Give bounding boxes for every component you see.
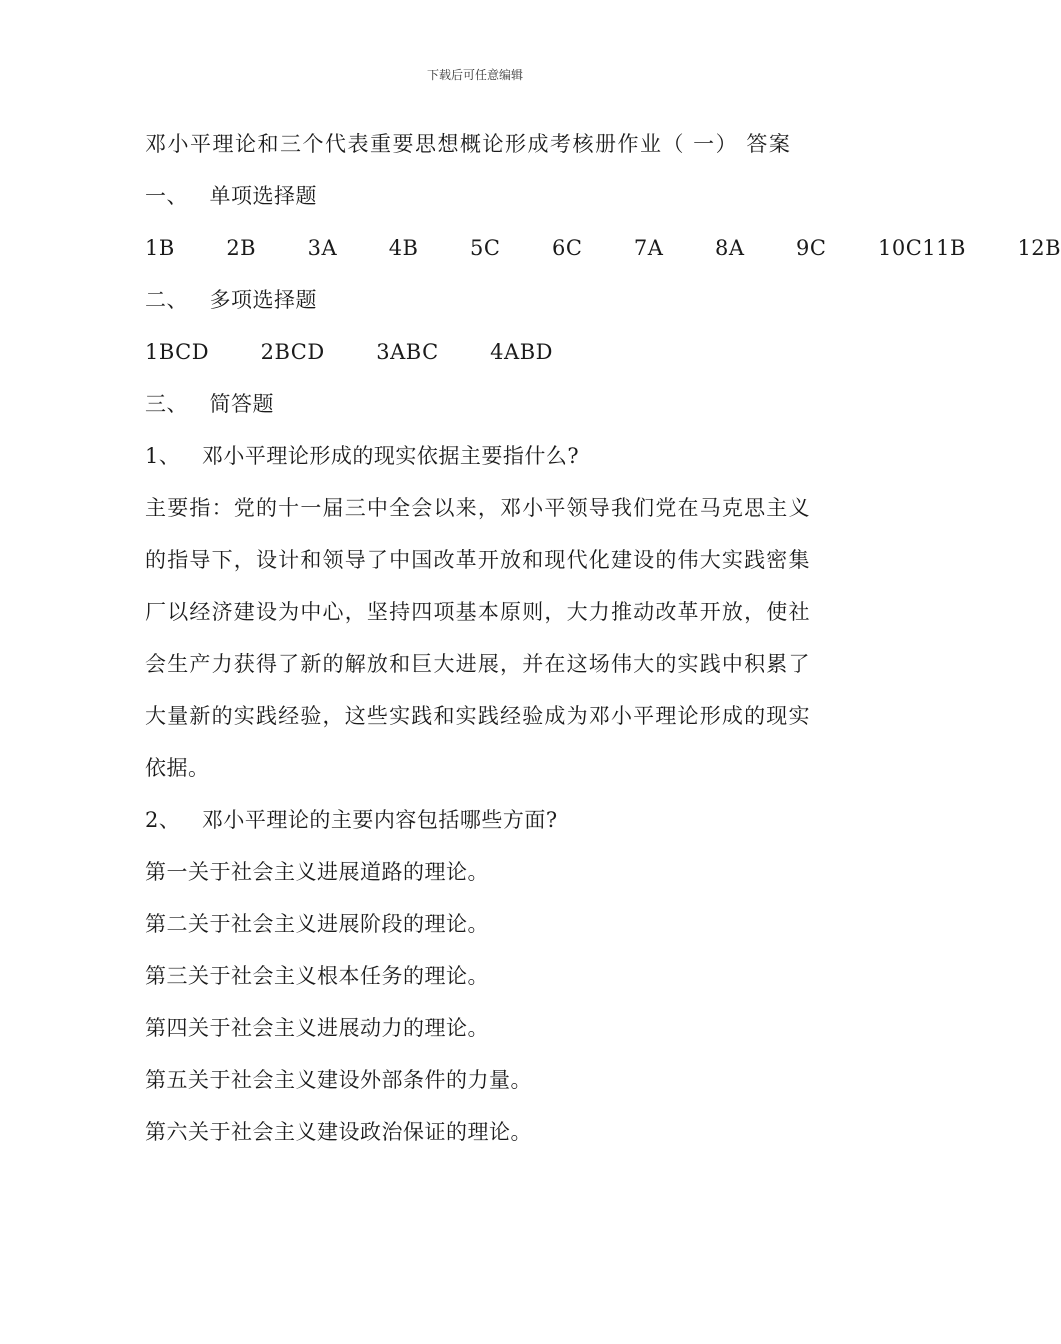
answer-2-item: 第五关于社会主义建设外部条件的力量。 [145,1068,532,1092]
answer-2-item: 第二关于社会主义进展阶段的理论。 [145,912,489,936]
answer-2-item: 第三关于社会主义根本任务的理论。 [145,964,489,988]
section-heading-short-answer: 三、 简答题 [145,392,275,416]
question-1: 1、 邓小平理论形成的现实依据主要指什么? [145,444,580,468]
section-heading-multiple-choice: 二、 多项选择题 [145,288,318,312]
question-2: 2、 邓小平理论的主要内容包括哪些方面? [145,808,558,832]
answer-2-item: 第一关于社会主义进展道路的理论。 [145,860,489,884]
answer-2-item: 第六关于社会主义建设政治保证的理论。 [145,1120,532,1144]
document-title: 邓小平理论和三个代表重要思想概论形成考核册作业（ 一） 答案 [145,132,792,156]
document-body [145,118,1061,1158]
answer-1-paragraph: 主要指：党的十一届三中全会以来，邓小平领导我们党在马克思主义的指导下，设计和领导了中国改革开放和现代化建设的伟大实践密集厂以经济建设为中心，坚持四项基本原则，大力推动改革开放，使社会生产力获得了新的解放和巨大进展，并在这场伟大的实践中积累了大量新的实践经验，这些实践和实践经验成为邓小平理论形成的现实依据。 [145,496,810,780]
single-choice-answers: 1B 2B 3A 4B 5C 6C 7A 8A 9C 10C11B 12B [145,236,1061,260]
section-heading-single-choice: 一、 单项选择题 [145,184,318,208]
answer-2-item: 第四关于社会主义进展动力的理论。 [145,1016,489,1040]
multiple-choice-answers: 1BCD 2BCD 3ABC 4ABD [145,340,553,364]
header-note: 下载后可任意编辑 [426,68,523,82]
